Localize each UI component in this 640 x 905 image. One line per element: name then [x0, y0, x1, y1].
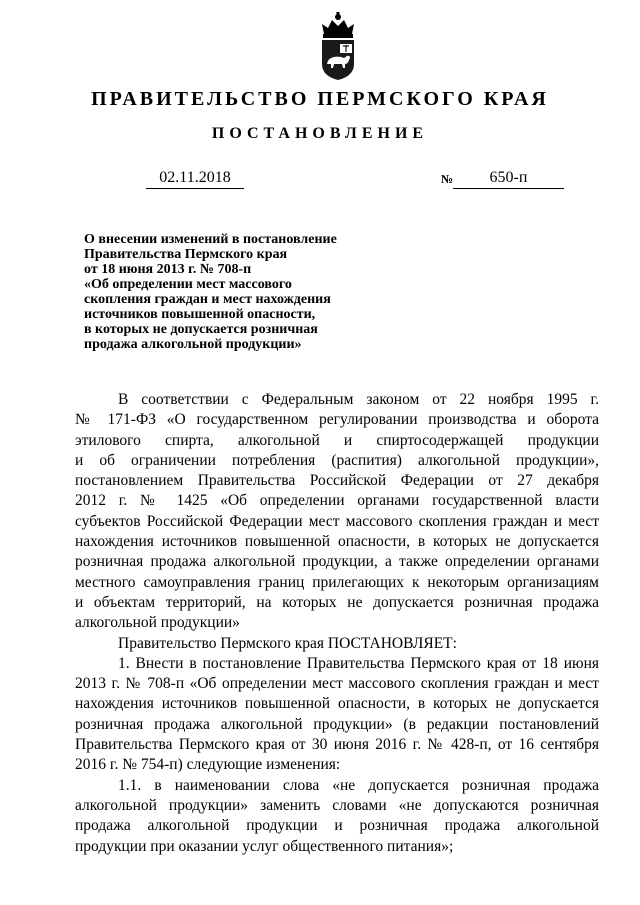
document-date: 02.11.2018: [146, 168, 244, 189]
body-line: № 171-ФЗ «О государственном регулировании производства и оборота: [75, 411, 599, 429]
body-line: розничная продажа алкогольной продукции, а также определении органами: [75, 553, 599, 571]
document-number: 650-п: [453, 168, 564, 189]
body-line: 2013 г. № 708-п «Об определении мест массового скопления граждан и мест: [75, 675, 599, 693]
body-line: Правительства Пермского края от 30 июня 2016 г. № 428-п, от 16 сентября: [75, 736, 599, 754]
subject-line: продажа алкогольной продукции»: [84, 337, 302, 352]
body-line: и объектам территорий, на которых не допускается розничная продажа: [75, 593, 599, 611]
body-line: продукции при оказании услуг общественного питания»;: [75, 837, 454, 855]
subject-line: источников повышенной опасности,: [84, 307, 316, 322]
subject-line: О внесении изменений в постановление: [84, 232, 337, 247]
subject-line: «Об определении мест массового: [84, 277, 292, 292]
document-body: [75, 390, 599, 857]
number-label: №: [441, 172, 454, 186]
body-line: нахождения источников повышенной опасности, в которых не допускается: [75, 533, 599, 551]
body-line: субъектов Российской Федерации мест массового скопления граждан и мест: [75, 512, 599, 530]
body-line: продажа алкогольной продукции и розничная продажа алкогольной: [75, 817, 599, 835]
body-line: нахождения источников повышенной опасности, в которых не допускается: [75, 695, 599, 713]
body-line: и об ограничении потребления (распития) алкогольной продукции»,: [75, 451, 599, 469]
body-line: этилового спирта, алкогольной и спиртосодержащей продукции: [75, 431, 599, 449]
perm-krai-coat-of-arms-icon: [316, 12, 360, 82]
body-line: алкогольной продукции» заменить словами «не допускаются розничная: [75, 796, 599, 814]
body-line: розничная продажа алкогольной продукции» (в редакции постановлений: [75, 715, 599, 733]
document-subject: [84, 232, 374, 352]
body-line: постановлением Правительства Российской Федерации от 27 декабря: [75, 472, 599, 490]
subject-line: скопления граждан и мест нахождения: [84, 292, 331, 307]
body-line: 2016 г. № 754-п) следующие изменения:: [75, 756, 341, 774]
body-line: местного самоуправления границ прилегающих к некоторым организациям: [75, 573, 599, 591]
government-title: ПРАВИТЕЛЬСТВО ПЕРМСКОГО КРАЯ: [91, 88, 549, 110]
body-line: алкогольной продукции»: [75, 614, 240, 632]
body-line: 1. Внести в постановление Правительства Пермского края от 18 июня: [118, 654, 599, 672]
document-type: ПОСТАНОВЛЕНИЕ: [211, 125, 429, 142]
subject-line: Правительства Пермского края: [84, 247, 288, 262]
body-line: 2012 г. № 1425 «Об определении органами государственной власти: [75, 492, 599, 510]
body-line: 1.1. в наименовании слова «не допускается розничная продажа: [118, 776, 599, 794]
subject-line: от 18 июня 2013 г. № 708-п: [84, 262, 252, 277]
body-line: Правительство Пермского края ПОСТАНОВЛЯЕТ:: [118, 634, 457, 652]
subject-line: в которых не допускается розничная: [84, 322, 318, 337]
body-line: В соответствии с Федеральным законом от 22 ноября 1995 г.: [118, 391, 599, 408]
